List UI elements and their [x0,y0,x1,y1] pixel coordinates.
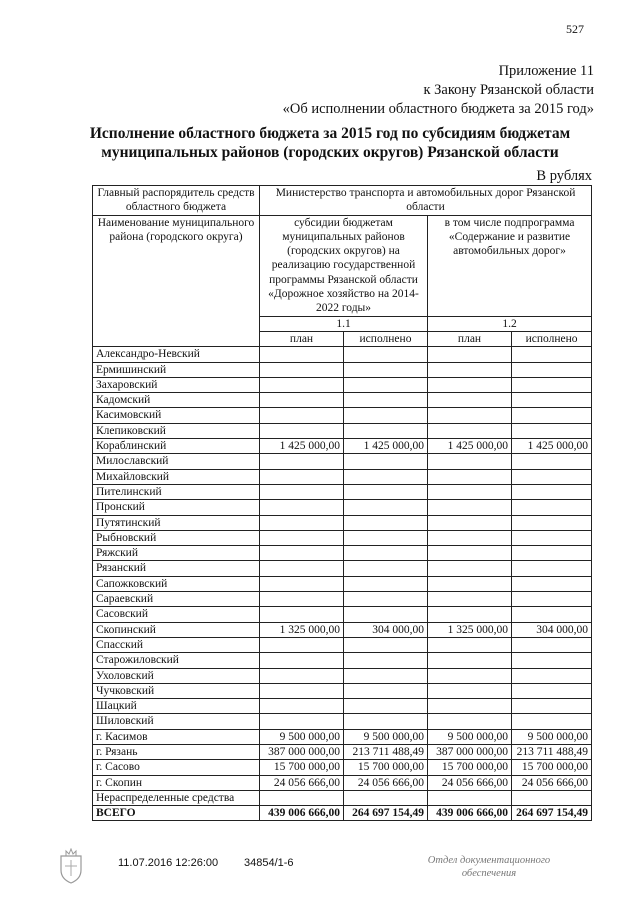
done-2-value [512,530,592,545]
district-name: Кадомский [93,393,260,408]
done-1-value [344,377,428,392]
table-row [93,561,592,576]
done-1-value: 24 056 666,00 [344,775,428,790]
table-row [93,760,592,775]
appendix-line-3: «Об исполнении областного бюджета за 2015 год» [282,101,594,117]
table-row [93,362,592,377]
footer-document-code: 34854/1-6 [244,857,294,869]
district-name: Пителинский [93,484,260,499]
plan-2-value [428,484,512,499]
header-done-2: исполнено [512,331,592,346]
plan-2-value: 9 500 000,00 [428,729,512,744]
table-row [93,775,592,790]
header-plan-2: план [428,331,512,346]
plan-2-value [428,561,512,576]
district-name: Сасовский [93,607,260,622]
table-row [93,683,592,698]
header-plan-1: план [260,331,344,346]
done-1-value: 304 000,00 [344,622,428,637]
plan-1-value [260,592,344,607]
header-code-1: 1.1 [260,316,428,331]
table-row [93,668,592,683]
done-1-value [344,393,428,408]
table-row [93,530,592,545]
plan-1-value [260,515,344,530]
district-name: Шацкий [93,699,260,714]
done-1-value [344,500,428,515]
total-plan-2: 439 006 666,00 [428,806,512,821]
table-row [93,576,592,591]
title-line-2: муниципальных районов (городских округов) Рязанской области [101,144,559,161]
district-name: Чучковский [93,683,260,698]
plan-2-value [428,515,512,530]
table-row [93,592,592,607]
plan-2-value [428,393,512,408]
header-district-name: Наименование муниципального района (городского округа) [93,215,260,347]
district-name: Рязанский [93,561,260,576]
district-name: г. Рязань [93,744,260,759]
district-name: Клепиковский [93,423,260,438]
district-name: г. Скопин [93,775,260,790]
plan-2-value [428,592,512,607]
district-name: Спасский [93,637,260,652]
plan-1-value [260,469,344,484]
plan-1-value [260,362,344,377]
plan-2-value [428,530,512,545]
total-label: ВСЕГО [93,806,260,821]
plan-2-value: 1 425 000,00 [428,439,512,454]
plan-2-value [428,546,512,561]
done-2-value [512,546,592,561]
district-name: Ухоловский [93,668,260,683]
table-row [93,699,592,714]
table-row [93,790,592,805]
table-row [93,439,592,454]
plan-1-value [260,714,344,729]
total-done-2: 264 697 154,49 [512,806,592,821]
plan-1-value: 1 425 000,00 [260,439,344,454]
plan-1-value [260,668,344,683]
plan-1-value [260,683,344,698]
page-number: 527 [566,22,584,36]
table-body [93,347,592,806]
done-2-value [512,347,592,362]
done-1-value [344,515,428,530]
done-2-value [512,484,592,499]
table-row [93,423,592,438]
table-row [93,393,592,408]
header-code-2: 1.2 [428,316,592,331]
table-row [93,546,592,561]
table-row [93,484,592,499]
plan-2-value [428,500,512,515]
district-name: Сараевский [93,592,260,607]
stamp-line-1: Отдел документационного [427,855,551,866]
done-1-value [344,576,428,591]
done-2-value: 304 000,00 [512,622,592,637]
plan-1-value: 387 000 000,00 [260,744,344,759]
district-name: Нераспределенные средства [93,790,260,805]
stamp-line-2: обеспечения [461,868,517,879]
done-1-value [344,653,428,668]
done-2-value [512,790,592,805]
done-2-value: 9 500 000,00 [512,729,592,744]
district-name: г. Касимов [93,729,260,744]
footer-datetime: 11.07.2016 12:26:00 [118,857,219,869]
done-2-value [512,515,592,530]
done-2-value [512,683,592,698]
done-1-value: 1 425 000,00 [344,439,428,454]
plan-1-value [260,699,344,714]
plan-1-value [260,423,344,438]
header-group-1: субсидии бюджетам муниципальных районов (городских округов) на реализацию государственной программы Рязанской области «Дорожное хозяйство на 2014-2022 годы» [260,215,428,316]
table-row [93,377,592,392]
done-2-value [512,408,592,423]
appendix-heading [283,62,594,119]
done-1-value: 213 711 488,49 [344,744,428,759]
district-name: Скопинский [93,622,260,637]
done-1-value [344,683,428,698]
header-row-admin [93,186,592,216]
done-1-value [344,546,428,561]
district-name: Александро-Невский [93,347,260,362]
plan-2-value [428,377,512,392]
done-1-value [344,668,428,683]
district-name: Пронский [93,500,260,515]
done-1-value [344,790,428,805]
table-row [93,637,592,652]
done-2-value: 15 700 000,00 [512,760,592,775]
plan-2-value: 24 056 666,00 [428,775,512,790]
plan-2-value [428,347,512,362]
done-1-value [344,637,428,652]
done-1-value [344,607,428,622]
done-2-value [512,668,592,683]
done-1-value: 9 500 000,00 [344,729,428,744]
currency-note: В рублях [536,168,592,184]
done-1-value [344,408,428,423]
plan-1-value [260,607,344,622]
plan-2-value [428,683,512,698]
done-2-value [512,637,592,652]
district-name: Рыбновский [93,530,260,545]
plan-2-value [428,653,512,668]
plan-1-value [260,377,344,392]
total-plan-1: 439 006 666,00 [260,806,344,821]
plan-2-value [428,362,512,377]
plan-1-value: 24 056 666,00 [260,775,344,790]
done-1-value [344,423,428,438]
header-done-1: исполнено [344,331,428,346]
done-1-value [344,530,428,545]
done-2-value [512,454,592,469]
header-admin: Главный распорядитель средств областного бюджета [93,186,260,216]
done-2-value [512,377,592,392]
plan-1-value: 1 325 000,00 [260,622,344,637]
district-name: Ермишинский [93,362,260,377]
table-row [93,622,592,637]
plan-1-value [260,347,344,362]
appendix-line-1: Приложение 11 [498,63,594,79]
done-1-value [344,592,428,607]
plan-1-value [260,653,344,668]
table-row [93,714,592,729]
plan-1-value [260,393,344,408]
district-name: Шиловский [93,714,260,729]
plan-2-value [428,408,512,423]
plan-2-value [428,790,512,805]
plan-1-value [260,546,344,561]
done-2-value [512,362,592,377]
plan-2-value [428,469,512,484]
total-done-1: 264 697 154,49 [344,806,428,821]
district-name: Милославский [93,454,260,469]
district-name: Старожиловский [93,653,260,668]
table-row [93,469,592,484]
done-2-value [512,423,592,438]
table-row [93,653,592,668]
done-2-value: 213 711 488,49 [512,744,592,759]
district-name: Сапожковский [93,576,260,591]
title-line-1: Исполнение областного бюджета за 2015 год по субсидиям бюджетам [89,125,571,142]
done-2-value: 24 056 666,00 [512,775,592,790]
done-2-value: 1 425 000,00 [512,439,592,454]
document-title [60,124,600,162]
plan-1-value [260,530,344,545]
done-2-value [512,714,592,729]
header-row-groups [93,215,592,316]
done-2-value [512,607,592,622]
done-1-value [344,561,428,576]
done-2-value [512,469,592,484]
plan-1-value [260,637,344,652]
plan-2-value: 387 000 000,00 [428,744,512,759]
district-name: Кораблинский [93,439,260,454]
plan-1-value [260,500,344,515]
coat-of-arms-icon [58,848,84,884]
district-name: г. Сасово [93,760,260,775]
done-1-value [344,454,428,469]
plan-2-value [428,668,512,683]
table-row [93,729,592,744]
district-name: Путятинский [93,515,260,530]
district-name: Михайловский [93,469,260,484]
done-2-value [512,576,592,591]
done-1-value [344,484,428,499]
plan-2-value [428,576,512,591]
plan-1-value [260,790,344,805]
plan-1-value: 9 500 000,00 [260,729,344,744]
plan-2-value [428,607,512,622]
plan-1-value [260,454,344,469]
budget-table [92,185,592,821]
done-1-value: 15 700 000,00 [344,760,428,775]
district-name: Ряжский [93,546,260,561]
done-1-value [344,714,428,729]
done-1-value [344,347,428,362]
table-row [93,607,592,622]
plan-2-value [428,454,512,469]
plan-2-value [428,714,512,729]
plan-2-value [428,423,512,438]
plan-2-value [428,699,512,714]
department-stamp [414,854,564,880]
table-row [93,744,592,759]
plan-1-value [260,561,344,576]
done-2-value [512,500,592,515]
total-row [93,806,592,821]
table-row [93,454,592,469]
table-row [93,347,592,362]
plan-1-value [260,576,344,591]
plan-1-value: 15 700 000,00 [260,760,344,775]
done-1-value [344,469,428,484]
appendix-line-2: к Закону Рязанской области [423,82,594,98]
plan-1-value [260,408,344,423]
table-row [93,515,592,530]
done-2-value [512,561,592,576]
done-1-value [344,699,428,714]
plan-2-value: 15 700 000,00 [428,760,512,775]
header-group-2: в том числе подпрограмма «Содержание и развитие автомобильных дорог» [428,215,592,316]
district-name: Касимовский [93,408,260,423]
done-1-value [344,362,428,377]
district-name: Захаровский [93,377,260,392]
header-ministry: Министерство транспорта и автомобильных дорог Рязанской области [260,186,592,216]
done-2-value [512,653,592,668]
plan-2-value: 1 325 000,00 [428,622,512,637]
done-2-value [512,393,592,408]
done-2-value [512,592,592,607]
plan-2-value [428,637,512,652]
table-row [93,500,592,515]
done-2-value [512,699,592,714]
table-row [93,408,592,423]
plan-1-value [260,484,344,499]
